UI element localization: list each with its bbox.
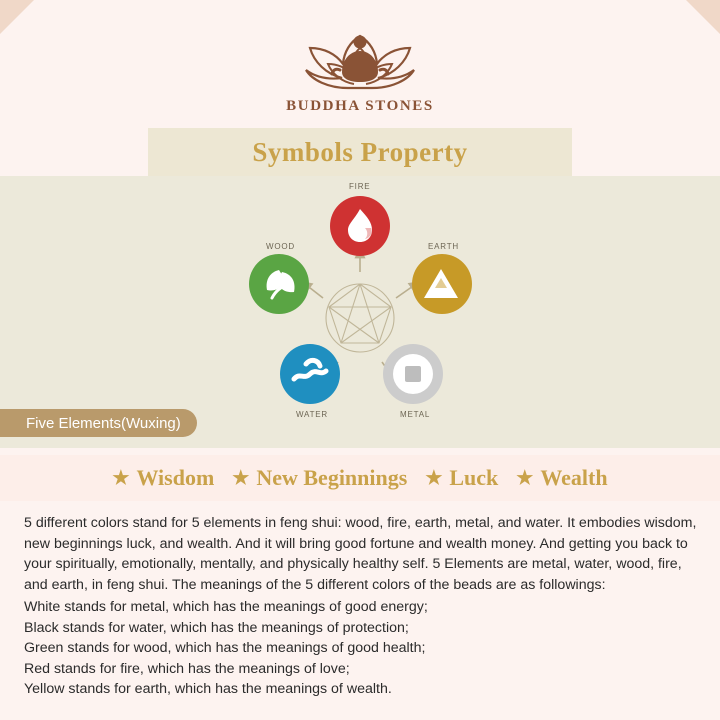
element-node-wood [249,254,309,314]
keyword-label: Luck [449,465,499,490]
title-band [148,128,572,176]
element-label-wood: WOOD [266,242,295,251]
keyword-label: New Beginnings [256,465,408,490]
element-label-water: WATER [296,410,328,419]
element-node-earth [412,254,472,314]
element-node-metal [383,344,443,404]
description-paragraph: 5 different colors stand for 5 elements in feng shui: wood, fire, earth, metal, and water. It embodies wisdom, new beginnings luck, and wealth. And it will bring good fortune and wealth money. And getting you back to your spiritually, emotionally, mentally, and physically healthy self. 5 Elements are metal, water, wood, fire, and earth, in feng shui. The meanings of the 5 different colors of the beads are as followings: [24,515,697,593]
star-icon: ★ [112,467,130,489]
keyword-wealth [516,465,607,491]
keyword-luck [425,465,498,491]
brand-header [0,18,720,115]
meaning-line-yellow: Yellow stands for earth, which has the meanings of wealth. [24,681,392,697]
star-icon: ★ [516,467,534,489]
five-elements-tag-label: Five Elements(Wuxing) [26,414,181,432]
five-elements-diagram [210,176,510,448]
keyword-label: Wisdom [136,465,215,490]
five-elements-tag [0,409,197,437]
keyword-label: Wealth [540,465,608,490]
element-node-fire [330,196,390,256]
element-node-water [280,344,340,404]
element-label-metal: METAL [400,410,431,419]
wuxing-cycle-graphic [210,176,510,448]
keyword-new-beginnings [232,465,407,491]
brand-name: BUDDHA STONES [286,98,434,114]
keyword-wisdom [112,465,214,491]
five-elements-diagram-panel [0,176,720,448]
description-section [0,501,720,720]
element-label-earth: EARTH [428,242,459,251]
element-label-fire: FIRE [349,182,371,191]
meaning-line-white: White stands for metal, which has the meanings of good energy; [24,599,428,615]
star-icon: ★ [232,467,250,489]
meaning-line-black: Black stands for water, which has the meanings of protection; [24,619,409,636]
page-title: Symbols Property [252,136,468,167]
meaning-line-red: Red stands for fire, which has the meanings of love; [24,660,350,677]
meaning-line-green: Green stands for wood, which has the meanings of good health; [24,640,426,656]
star-icon: ★ [425,467,443,489]
lotus-meditation-icon [280,18,440,94]
keywords-band [0,455,720,501]
